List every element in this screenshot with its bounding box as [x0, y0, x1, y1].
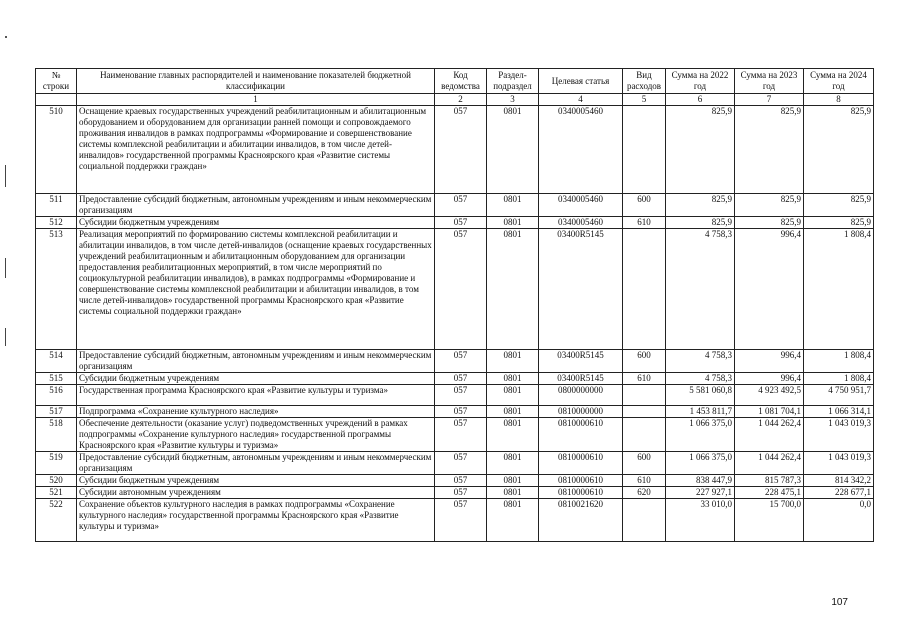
row-number: 519: [36, 452, 77, 475]
table-row: [36, 106, 874, 194]
row-type: [623, 418, 666, 452]
row-name: Государственная программа Красноярского края «Развитие культуры и туризма»: [77, 385, 435, 406]
row-sum-2024: 1 808,4: [804, 350, 874, 373]
table-row: [36, 406, 874, 418]
row-code: 057: [435, 475, 487, 487]
column-number: 7: [735, 94, 804, 106]
row-section: 0801: [487, 229, 539, 350]
header-2024: Сумма на 2024 год: [804, 69, 874, 94]
row-name: Субсидии бюджетным учреждениям: [77, 373, 435, 385]
column-number: 2: [435, 94, 487, 106]
row-target: 0340005460: [539, 106, 623, 194]
row-name: Предоставление субсидий бюджетным, автономным учреждениям и иным некоммерческим организациям: [77, 194, 435, 217]
column-number: 6: [666, 94, 735, 106]
row-sum-2022: 4 758,3: [666, 350, 735, 373]
row-name: Субсидии бюджетным учреждениям: [77, 475, 435, 487]
row-code: 057: [435, 418, 487, 452]
row-target: 03400R5145: [539, 229, 623, 350]
row-section: 0801: [487, 373, 539, 385]
scan-dot: [5, 36, 7, 38]
row-number: 515: [36, 373, 77, 385]
header-num: № строки: [36, 69, 77, 94]
row-sum-2023: 996,4: [735, 373, 804, 385]
row-sum-2022: 4 758,3: [666, 373, 735, 385]
row-section: 0801: [487, 418, 539, 452]
row-section: 0801: [487, 475, 539, 487]
table-row: [36, 217, 874, 229]
margin-mark: [5, 258, 6, 278]
header-name: Наименование главных распорядителей и наименование показателей бюджетной классификации: [77, 69, 435, 94]
row-code: 057: [435, 406, 487, 418]
row-number: 521: [36, 487, 77, 499]
row-sum-2022: 33 010,0: [666, 499, 735, 542]
column-number: [36, 94, 77, 106]
row-code: 057: [435, 350, 487, 373]
row-sum-2024: 1 043 019,3: [804, 452, 874, 475]
row-sum-2023: 996,4: [735, 350, 804, 373]
row-code: 057: [435, 499, 487, 542]
row-sum-2022: 838 447,9: [666, 475, 735, 487]
row-sum-2023: 825,9: [735, 194, 804, 217]
table-row: [36, 487, 874, 499]
table-row: [36, 229, 874, 350]
row-name: Предоставление субсидий бюджетным, автономным учреждениям и иным некоммерческим организациям: [77, 452, 435, 475]
row-section: 0801: [487, 487, 539, 499]
column-number: 3: [487, 94, 539, 106]
row-section: 0801: [487, 406, 539, 418]
row-section: 0801: [487, 194, 539, 217]
row-sum-2023: 1 044 262,4: [735, 452, 804, 475]
row-number: 513: [36, 229, 77, 350]
row-number: 510: [36, 106, 77, 194]
row-sum-2024: 825,9: [804, 106, 874, 194]
row-number: 512: [36, 217, 77, 229]
row-sum-2023: 825,9: [735, 106, 804, 194]
table-row: [36, 452, 874, 475]
row-number: 520: [36, 475, 77, 487]
row-section: 0801: [487, 385, 539, 406]
row-sum-2023: 815 787,3: [735, 475, 804, 487]
row-sum-2024: 825,9: [804, 194, 874, 217]
row-sum-2024: 825,9: [804, 217, 874, 229]
row-target: 0340005460: [539, 217, 623, 229]
row-sum-2022: 1 453 811,7: [666, 406, 735, 418]
row-target: 0810000610: [539, 418, 623, 452]
budget-table: [35, 68, 874, 542]
row-target: 0810021620: [539, 499, 623, 542]
header-2022: Сумма на 2022 год: [666, 69, 735, 94]
table-row: [36, 373, 874, 385]
table-row: [36, 350, 874, 373]
row-sum-2023: 1 044 262,4: [735, 418, 804, 452]
row-target: 0810000000: [539, 406, 623, 418]
page-number: 107: [831, 597, 848, 608]
table-row: [36, 385, 874, 406]
row-sum-2024: 0,0: [804, 499, 874, 542]
row-number: 522: [36, 499, 77, 542]
row-name: Сохранение объектов культурного наследия в рамках подпрограммы «Сохранение культурного наследия» государственной программы Красноярского края «Развитие культуры и туризма»: [77, 499, 435, 542]
row-target: 0810000610: [539, 475, 623, 487]
row-section: 0801: [487, 499, 539, 542]
row-name: Субсидии автономным учреждениям: [77, 487, 435, 499]
margin-mark: [5, 328, 6, 346]
row-sum-2022: 5 581 060,8: [666, 385, 735, 406]
row-type: [623, 499, 666, 542]
row-type: [623, 106, 666, 194]
header-section: Раздел-подраздел: [487, 69, 539, 94]
row-type: 600: [623, 452, 666, 475]
row-code: 057: [435, 452, 487, 475]
row-sum-2023: 996,4: [735, 229, 804, 350]
row-target: 0340005460: [539, 194, 623, 217]
row-code: 057: [435, 229, 487, 350]
row-target: 0810000610: [539, 487, 623, 499]
column-number: 8: [804, 94, 874, 106]
row-sum-2022: 825,9: [666, 217, 735, 229]
row-target: 03400R5145: [539, 373, 623, 385]
row-code: 057: [435, 487, 487, 499]
row-sum-2024: 1 808,4: [804, 373, 874, 385]
row-section: 0801: [487, 106, 539, 194]
row-section: 0801: [487, 452, 539, 475]
table-row: [36, 418, 874, 452]
row-type: [623, 406, 666, 418]
column-number: 5: [623, 94, 666, 106]
row-target: 03400R5145: [539, 350, 623, 373]
row-section: 0801: [487, 350, 539, 373]
row-type: 610: [623, 217, 666, 229]
row-type: 610: [623, 373, 666, 385]
row-name: Обеспечение деятельности (оказание услуг) подведомственных учреждений в рамках подпрограммы «Сохранение культурного наследия» государственной программы Красноярского края «Развитие культуры и туризма»: [77, 418, 435, 452]
row-sum-2022: 1 066 375,0: [666, 418, 735, 452]
row-sum-2022: 4 758,3: [666, 229, 735, 350]
row-sum-2022: 227 927,1: [666, 487, 735, 499]
row-sum-2024: 1 066 314,1: [804, 406, 874, 418]
column-number: 4: [539, 94, 623, 106]
row-name: Субсидии бюджетным учреждениям: [77, 217, 435, 229]
row-number: 518: [36, 418, 77, 452]
row-sum-2024: 4 750 951,7: [804, 385, 874, 406]
row-sum-2024: 228 677,1: [804, 487, 874, 499]
header-row: [36, 69, 874, 94]
row-type: 620: [623, 487, 666, 499]
row-type: [623, 229, 666, 350]
row-sum-2023: 825,9: [735, 217, 804, 229]
row-name: Оснащение краевых государственных учреждений реабилитационным и абилитационным оборудованием и оборудованием для организации ранней помощи и сопровождаемого проживания инвалидов в рамках подпрограммы «Формирование и совершенствование системы комплексной реабилитации и абилитации инвалидов, в том числе детей-инвалидов» государственной программы Красноярского края «Развитие системы социальной поддержки граждан»: [77, 106, 435, 194]
row-code: 057: [435, 194, 487, 217]
row-sum-2024: 814 342,2: [804, 475, 874, 487]
row-target: 0810000610: [539, 452, 623, 475]
row-number: 516: [36, 385, 77, 406]
row-code: 057: [435, 373, 487, 385]
table-row: [36, 499, 874, 542]
margin-mark: [5, 165, 6, 187]
row-sum-2023: 1 081 704,1: [735, 406, 804, 418]
column-number-row: [36, 94, 874, 106]
row-number: 517: [36, 406, 77, 418]
row-sum-2024: 1 043 019,3: [804, 418, 874, 452]
row-number: 514: [36, 350, 77, 373]
row-sum-2022: 825,9: [666, 194, 735, 217]
row-sum-2023: 228 475,1: [735, 487, 804, 499]
column-number: 1: [77, 94, 435, 106]
row-sum-2023: 4 923 492,5: [735, 385, 804, 406]
row-sum-2022: 825,9: [666, 106, 735, 194]
row-number: 511: [36, 194, 77, 217]
row-target: 0800000000: [539, 385, 623, 406]
row-code: 057: [435, 106, 487, 194]
row-code: 057: [435, 385, 487, 406]
row-type: 600: [623, 350, 666, 373]
header-target: Целевая статья: [539, 69, 623, 94]
header-type: Вид расходов: [623, 69, 666, 94]
row-type: [623, 385, 666, 406]
header-2023: Сумма на 2023 год: [735, 69, 804, 94]
row-sum-2024: 1 808,4: [804, 229, 874, 350]
row-name: Реализация мероприятий по формированию системы комплексной реабилитации и абилитации инвалидов, в том числе детей-инвалидов (оснащение краевых государственных учреждений реабилитационным и абилитационным оборудованием для организации предоставления реабилитационных мероприятий, в том числе мероприятий по социокультурной реабилитации инвалидов), в рамках подпрограммы «Формирование и совершенствование системы комплексной реабилитации и абилитации инвалидов, в том числе детей-инвалидов» государственной программы Красноярского края «Развитие системы социальной поддержки граждан»: [77, 229, 435, 350]
row-sum-2022: 1 066 375,0: [666, 452, 735, 475]
row-code: 057: [435, 217, 487, 229]
row-section: 0801: [487, 217, 539, 229]
row-name: Подпрограмма «Сохранение культурного наследия»: [77, 406, 435, 418]
table-row: [36, 475, 874, 487]
header-code: Код ведомства: [435, 69, 487, 94]
table-body: [36, 106, 874, 542]
row-type: 600: [623, 194, 666, 217]
table-row: [36, 194, 874, 217]
row-sum-2023: 15 700,0: [735, 499, 804, 542]
row-name: Предоставление субсидий бюджетным, автономным учреждениям и иным некоммерческим организациям: [77, 350, 435, 373]
row-type: 610: [623, 475, 666, 487]
